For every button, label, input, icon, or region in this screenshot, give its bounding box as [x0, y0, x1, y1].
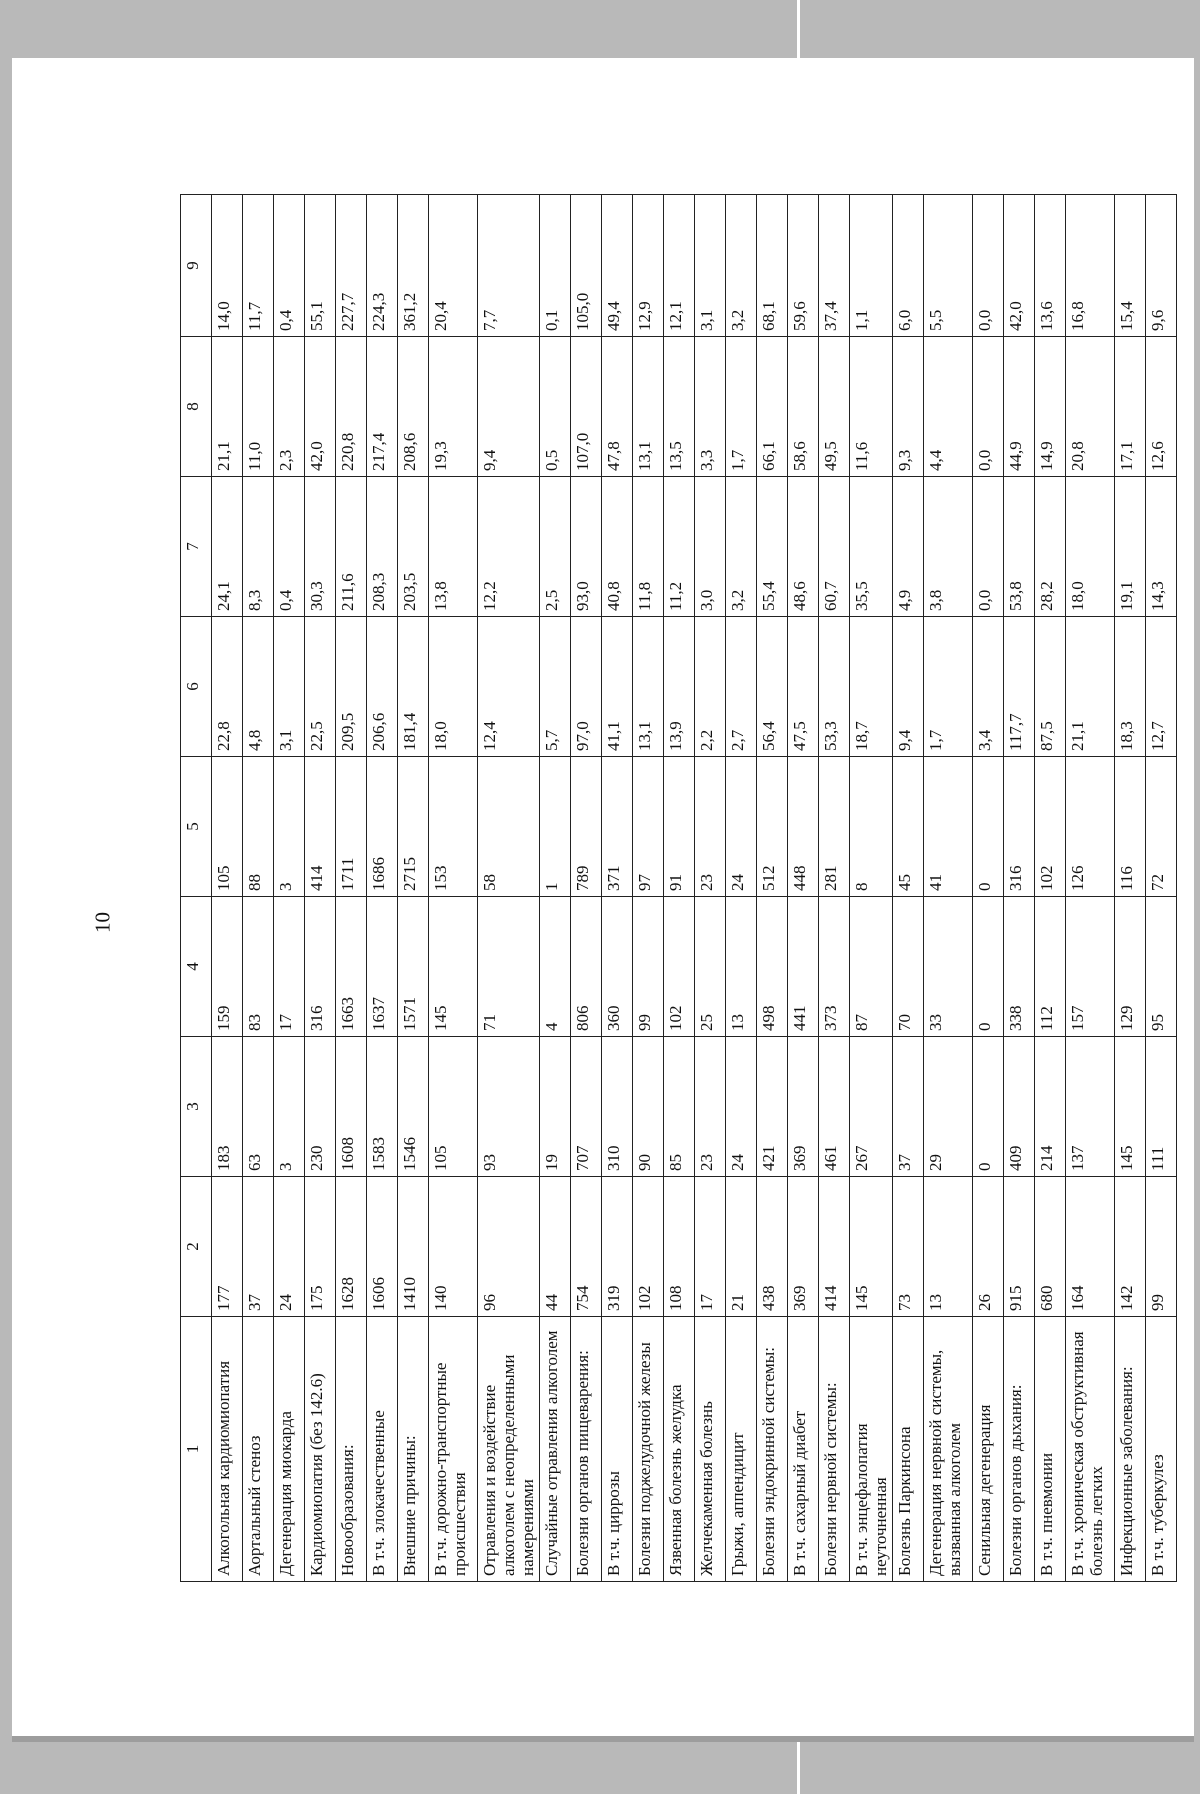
- table-cell: 90: [633, 1037, 664, 1177]
- table-cell: 211,6: [336, 477, 367, 617]
- table-cell: 175: [305, 1177, 336, 1317]
- table-cell: 9,6: [1146, 195, 1177, 337]
- table-cell: 99: [1146, 1177, 1177, 1317]
- table-cell: 44: [540, 1177, 571, 1317]
- row-label: В т.ч. сахарный диабет: [788, 1317, 819, 1582]
- table-cell: 338: [1004, 897, 1035, 1037]
- table-cell: 208,6: [398, 337, 429, 477]
- row-label: Внешние причины:: [398, 1317, 429, 1582]
- table-cell: 1608: [336, 1037, 367, 1177]
- row-label: Случайные отравления алкоголем: [540, 1317, 571, 1582]
- table-cell: 145: [1115, 1037, 1146, 1177]
- table-cell: 281: [819, 757, 850, 897]
- table-cell: 915: [1004, 1177, 1035, 1317]
- table-row: [1146, 195, 1177, 1582]
- table-row: [336, 195, 367, 1582]
- table-cell: 18,0: [1066, 477, 1115, 617]
- table-cell: 12,4: [478, 617, 540, 757]
- table-cell: 15,4: [1115, 195, 1146, 337]
- table-row: [819, 195, 850, 1582]
- table-cell: 111: [1146, 1037, 1177, 1177]
- table-cell: 83: [243, 897, 274, 1037]
- table-cell: 512: [757, 757, 788, 897]
- table-cell: 41: [924, 757, 973, 897]
- table-row: [243, 195, 274, 1582]
- row-label: В т.ч. энцефалопатия неуточненная: [850, 1317, 893, 1582]
- table-cell: 22,8: [212, 617, 243, 757]
- table-cell: 30,3: [305, 477, 336, 617]
- table-cell: 5,7: [540, 617, 571, 757]
- column-number-header: 3: [181, 1037, 212, 1177]
- table-cell: 183: [212, 1037, 243, 1177]
- table-cell: 310: [602, 1037, 633, 1177]
- table-cell: 14,9: [1035, 337, 1066, 477]
- table-cell: 102: [633, 1177, 664, 1317]
- row-label: Болезнь Паркинсона: [893, 1317, 924, 1582]
- row-label: Отравления и воздействие алкоголем с неопределенными намерениями: [478, 1317, 540, 1582]
- table-cell: 209,5: [336, 617, 367, 757]
- table-cell: 13: [924, 1177, 973, 1317]
- table-cell: 0,5: [540, 337, 571, 477]
- table-cell: 96: [478, 1177, 540, 1317]
- table-cell: 18,3: [1115, 617, 1146, 757]
- table-cell: 23: [695, 757, 726, 897]
- table-cell: 3: [274, 757, 305, 897]
- column-number-header: 8: [181, 337, 212, 477]
- table-cell: 9,4: [478, 337, 540, 477]
- table-cell: 157: [1066, 897, 1115, 1037]
- table-row: [1004, 195, 1035, 1582]
- table-cell: 19,1: [1115, 477, 1146, 617]
- table-cell: 137: [1066, 1037, 1115, 1177]
- table-cell: 87,5: [1035, 617, 1066, 757]
- table-cell: 3,2: [726, 477, 757, 617]
- table-cell: 267: [850, 1037, 893, 1177]
- table-cell: 0,4: [274, 195, 305, 337]
- table-cell: 99: [633, 897, 664, 1037]
- table-cell: 1583: [367, 1037, 398, 1177]
- table-cell: 55,1: [305, 195, 336, 337]
- table-cell: 21,1: [212, 337, 243, 477]
- table-row: [212, 195, 243, 1582]
- table-cell: 40,8: [602, 477, 633, 617]
- table-cell: 1663: [336, 897, 367, 1037]
- table-row: [788, 195, 819, 1582]
- table-cell: 44,9: [1004, 337, 1035, 477]
- table-row: [1066, 195, 1115, 1582]
- table-cell: 1571: [398, 897, 429, 1037]
- table-cell: 117,7: [1004, 617, 1035, 757]
- table-cell: 0,4: [274, 477, 305, 617]
- table-cell: 28,2: [1035, 477, 1066, 617]
- table-cell: 37: [893, 1037, 924, 1177]
- row-label: Кардиомиопатия (без 142.6): [305, 1317, 336, 1582]
- table-cell: 88: [243, 757, 274, 897]
- table-cell: 2715: [398, 757, 429, 897]
- row-label: Дегенерация миокарда: [274, 1317, 305, 1582]
- table-cell: 112: [1035, 897, 1066, 1037]
- table-cell: 1,7: [924, 617, 973, 757]
- table-cell: 91: [664, 757, 695, 897]
- table-cell: 116: [1115, 757, 1146, 897]
- table-cell: 18,7: [850, 617, 893, 757]
- table-row: [973, 195, 1004, 1582]
- table-cell: 11,8: [633, 477, 664, 617]
- table-cell: 42,0: [305, 337, 336, 477]
- table-cell: 206,6: [367, 617, 398, 757]
- table-cell: 45: [893, 757, 924, 897]
- column-number-header: 4: [181, 897, 212, 1037]
- row-label: Желчекаменная болезнь: [695, 1317, 726, 1582]
- table-cell: 361,2: [398, 195, 429, 337]
- table-cell: 102: [664, 897, 695, 1037]
- table-cell: 8,3: [243, 477, 274, 617]
- table-cell: 4: [540, 897, 571, 1037]
- table-cell: 126: [1066, 757, 1115, 897]
- table-cell: 6,0: [893, 195, 924, 337]
- table-cell: 360: [602, 897, 633, 1037]
- table-cell: 47,5: [788, 617, 819, 757]
- table-cell: 214: [1035, 1037, 1066, 1177]
- table-cell: 369: [788, 1037, 819, 1177]
- table-cell: 19: [540, 1037, 571, 1177]
- row-label: Инфекционные заболевания:: [1115, 1317, 1146, 1582]
- table-cell: 13: [726, 897, 757, 1037]
- table-cell: 53,8: [1004, 477, 1035, 617]
- table-cell: 3,4: [973, 617, 1004, 757]
- table-cell: 789: [571, 757, 602, 897]
- table-cell: 421: [757, 1037, 788, 1177]
- table-cell: 95: [1146, 897, 1177, 1037]
- table-cell: 0: [973, 1037, 1004, 1177]
- row-label: Болезни поджелудочной железы: [633, 1317, 664, 1582]
- table-cell: 220,8: [336, 337, 367, 477]
- table-cell: 21,1: [1066, 617, 1115, 757]
- row-label: Болезни органов дыхания:: [1004, 1317, 1035, 1582]
- table-cell: 1546: [398, 1037, 429, 1177]
- table-cell: 159: [212, 897, 243, 1037]
- table-cell: 5,5: [924, 195, 973, 337]
- table-cell: 93: [478, 1037, 540, 1177]
- row-label: Грыжи, аппендицит: [726, 1317, 757, 1582]
- table-cell: 70: [893, 897, 924, 1037]
- table-row: [1035, 195, 1066, 1582]
- row-label: В т.ч. циррозы: [602, 1317, 633, 1582]
- table-cell: 37,4: [819, 195, 850, 337]
- table-cell: 23: [695, 1037, 726, 1177]
- page-edge-shadow: [12, 1736, 1194, 1742]
- table-cell: 4,4: [924, 337, 973, 477]
- table-cell: 227,7: [336, 195, 367, 337]
- table-cell: 224,3: [367, 195, 398, 337]
- table-cell: 20,4: [429, 195, 478, 337]
- table-row: [429, 195, 478, 1582]
- table-cell: 3,1: [274, 617, 305, 757]
- table-cell: 1628: [336, 1177, 367, 1317]
- table-cell: 3: [274, 1037, 305, 1177]
- table-cell: 448: [788, 757, 819, 897]
- table-cell: 87: [850, 897, 893, 1037]
- table-row: [664, 195, 695, 1582]
- row-label: В т.ч. туберкулез: [1146, 1317, 1177, 1582]
- header-row: [181, 195, 212, 1582]
- table-cell: 0,0: [973, 195, 1004, 337]
- table-cell: 164: [1066, 1177, 1115, 1317]
- row-label: В т.ч. злокачественные: [367, 1317, 398, 1582]
- table-cell: 230: [305, 1037, 336, 1177]
- table-cell: 105: [429, 1037, 478, 1177]
- rotated-table-wrapper: [180, 195, 1167, 1582]
- table-body: [181, 195, 1177, 1582]
- row-label: Аортальный стеноз: [243, 1317, 274, 1582]
- table-row: [850, 195, 893, 1582]
- table-row: [540, 195, 571, 1582]
- table-cell: 4,9: [893, 477, 924, 617]
- table-cell: 29: [924, 1037, 973, 1177]
- table-cell: 142: [1115, 1177, 1146, 1317]
- table-cell: 17: [695, 1177, 726, 1317]
- table-row: [478, 195, 540, 1582]
- table-cell: 13,8: [429, 477, 478, 617]
- table-cell: 108: [664, 1177, 695, 1317]
- table-cell: 498: [757, 897, 788, 1037]
- page-number: 10: [90, 912, 115, 933]
- table-cell: 2,2: [695, 617, 726, 757]
- table-cell: 2,7: [726, 617, 757, 757]
- table-cell: 414: [819, 1177, 850, 1317]
- table-cell: 9,4: [893, 617, 924, 757]
- table-cell: 0: [973, 757, 1004, 897]
- table-cell: 153: [429, 757, 478, 897]
- table-cell: 1711: [336, 757, 367, 897]
- row-label: Язвенная болезнь желудка: [664, 1317, 695, 1582]
- table-cell: 3,2: [726, 195, 757, 337]
- table-cell: 25: [695, 897, 726, 1037]
- table-cell: 26: [973, 1177, 1004, 1317]
- table-cell: 17: [274, 897, 305, 1037]
- table-cell: 203,5: [398, 477, 429, 617]
- table-cell: 37: [243, 1177, 274, 1317]
- table-cell: 129: [1115, 897, 1146, 1037]
- table-cell: 24,1: [212, 477, 243, 617]
- table-cell: 707: [571, 1037, 602, 1177]
- table-cell: 22,5: [305, 617, 336, 757]
- row-label: Болезни эндокринной системы:: [757, 1317, 788, 1582]
- table-row: [305, 195, 336, 1582]
- table-cell: 1,1: [850, 195, 893, 337]
- table-cell: 12,7: [1146, 617, 1177, 757]
- table-cell: 145: [850, 1177, 893, 1317]
- table-cell: 102: [1035, 757, 1066, 897]
- table-cell: 1637: [367, 897, 398, 1037]
- table-cell: 680: [1035, 1177, 1066, 1317]
- table-row: [367, 195, 398, 1582]
- table-cell: 48,6: [788, 477, 819, 617]
- table-cell: 21: [726, 1177, 757, 1317]
- table-cell: 97,0: [571, 617, 602, 757]
- table-cell: 754: [571, 1177, 602, 1317]
- table-cell: 8: [850, 757, 893, 897]
- row-label: Алкогольная кардиомиопатия: [212, 1317, 243, 1582]
- table-cell: 438: [757, 1177, 788, 1317]
- row-label: В т.ч. дорожно-транспортные происшествия: [429, 1317, 478, 1582]
- table-cell: 105: [212, 757, 243, 897]
- table-cell: 12,9: [633, 195, 664, 337]
- table-cell: 35,5: [850, 477, 893, 617]
- table-cell: 66,1: [757, 337, 788, 477]
- table-cell: 14,3: [1146, 477, 1177, 617]
- table-row: [726, 195, 757, 1582]
- table-cell: 0: [973, 897, 1004, 1037]
- table-cell: 68,1: [757, 195, 788, 337]
- table-cell: 369: [788, 1177, 819, 1317]
- table-cell: 19,3: [429, 337, 478, 477]
- column-number-header: 9: [181, 195, 212, 337]
- table-cell: 71: [478, 897, 540, 1037]
- row-label: В т.ч. пневмонии: [1035, 1317, 1066, 1582]
- table-cell: 371: [602, 757, 633, 897]
- table-cell: 9,3: [893, 337, 924, 477]
- table-cell: 1: [540, 757, 571, 897]
- table-cell: 4,8: [243, 617, 274, 757]
- table-row: [1115, 195, 1146, 1582]
- row-label: Болезни нервной системы:: [819, 1317, 850, 1582]
- table-cell: 56,4: [757, 617, 788, 757]
- table-cell: 319: [602, 1177, 633, 1317]
- table-cell: 140: [429, 1177, 478, 1317]
- table-cell: 12,1: [664, 195, 695, 337]
- table-cell: 12,2: [478, 477, 540, 617]
- table-cell: 63: [243, 1037, 274, 1177]
- table-row: [571, 195, 602, 1582]
- table-row: [924, 195, 973, 1582]
- table-cell: 49,4: [602, 195, 633, 337]
- table-row: [398, 195, 429, 1582]
- table-cell: 461: [819, 1037, 850, 1177]
- table-cell: 24: [726, 1037, 757, 1177]
- table-cell: 14,0: [212, 195, 243, 337]
- table-cell: 316: [305, 897, 336, 1037]
- table-cell: 13,1: [633, 337, 664, 477]
- table-cell: 49,5: [819, 337, 850, 477]
- table-cell: 93,0: [571, 477, 602, 617]
- table-cell: 208,3: [367, 477, 398, 617]
- table-cell: 181,4: [398, 617, 429, 757]
- column-number-header: 2: [181, 1177, 212, 1317]
- table-cell: 16,8: [1066, 195, 1115, 337]
- table-row: [893, 195, 924, 1582]
- table-cell: 2,5: [540, 477, 571, 617]
- table-cell: 53,3: [819, 617, 850, 757]
- column-number-header: 7: [181, 477, 212, 617]
- column-number-header: 6: [181, 617, 212, 757]
- table-cell: 11,2: [664, 477, 695, 617]
- table-cell: 107,0: [571, 337, 602, 477]
- table-cell: 0,1: [540, 195, 571, 337]
- table-cell: 13,6: [1035, 195, 1066, 337]
- table-row: [757, 195, 788, 1582]
- table-cell: 97: [633, 757, 664, 897]
- table-cell: 1686: [367, 757, 398, 897]
- table-cell: 11,0: [243, 337, 274, 477]
- column-number-header: 1: [181, 1317, 212, 1582]
- row-label: Дегенерация нервной системы, вызванная алкоголем: [924, 1317, 973, 1582]
- table-cell: 1410: [398, 1177, 429, 1317]
- table-cell: 12,6: [1146, 337, 1177, 477]
- table-cell: 73: [893, 1177, 924, 1317]
- table-cell: 11,6: [850, 337, 893, 477]
- row-label: Новообразования:: [336, 1317, 367, 1582]
- table-cell: 3,1: [695, 195, 726, 337]
- table-cell: 13,9: [664, 617, 695, 757]
- table-cell: 1606: [367, 1177, 398, 1317]
- table-cell: 85: [664, 1037, 695, 1177]
- table-cell: 414: [305, 757, 336, 897]
- table-cell: 441: [788, 897, 819, 1037]
- table-cell: 3,8: [924, 477, 973, 617]
- row-label: Сенильная дегенерация: [973, 1317, 1004, 1582]
- table-cell: 7,7: [478, 195, 540, 337]
- table-cell: 1,7: [726, 337, 757, 477]
- table-cell: 59,6: [788, 195, 819, 337]
- table-cell: 47,8: [602, 337, 633, 477]
- table-cell: 20,8: [1066, 337, 1115, 477]
- table-cell: 18,0: [429, 617, 478, 757]
- table-cell: 60,7: [819, 477, 850, 617]
- table-cell: 72: [1146, 757, 1177, 897]
- table-cell: 58,6: [788, 337, 819, 477]
- row-label: В т.ч. хроническая обструктивная болезнь легких: [1066, 1317, 1115, 1582]
- table-cell: 11,7: [243, 195, 274, 337]
- table-cell: 373: [819, 897, 850, 1037]
- table-row: [695, 195, 726, 1582]
- table-cell: 145: [429, 897, 478, 1037]
- table-cell: 58: [478, 757, 540, 897]
- table-cell: 3,0: [695, 477, 726, 617]
- table-cell: 13,5: [664, 337, 695, 477]
- table-cell: 2,3: [274, 337, 305, 477]
- mortality-table: [180, 194, 1177, 1582]
- table-cell: 3,3: [695, 337, 726, 477]
- table-cell: 105,0: [571, 195, 602, 337]
- table-cell: 0,0: [973, 337, 1004, 477]
- table-cell: 0,0: [973, 477, 1004, 617]
- table-row: [274, 195, 305, 1582]
- table-cell: 33: [924, 897, 973, 1037]
- table-cell: 24: [726, 757, 757, 897]
- table-cell: 177: [212, 1177, 243, 1317]
- table-row: [602, 195, 633, 1582]
- table-cell: 217,4: [367, 337, 398, 477]
- row-label: Болезни органов пищеварения:: [571, 1317, 602, 1582]
- table-cell: 806: [571, 897, 602, 1037]
- table-cell: 24: [274, 1177, 305, 1317]
- table-cell: 316: [1004, 757, 1035, 897]
- table-cell: 55,4: [757, 477, 788, 617]
- table-cell: 41,1: [602, 617, 633, 757]
- table-cell: 17,1: [1115, 337, 1146, 477]
- table-cell: 13,1: [633, 617, 664, 757]
- column-number-header: 5: [181, 757, 212, 897]
- table-cell: 42,0: [1004, 195, 1035, 337]
- table-row: [633, 195, 664, 1582]
- table-cell: 409: [1004, 1037, 1035, 1177]
